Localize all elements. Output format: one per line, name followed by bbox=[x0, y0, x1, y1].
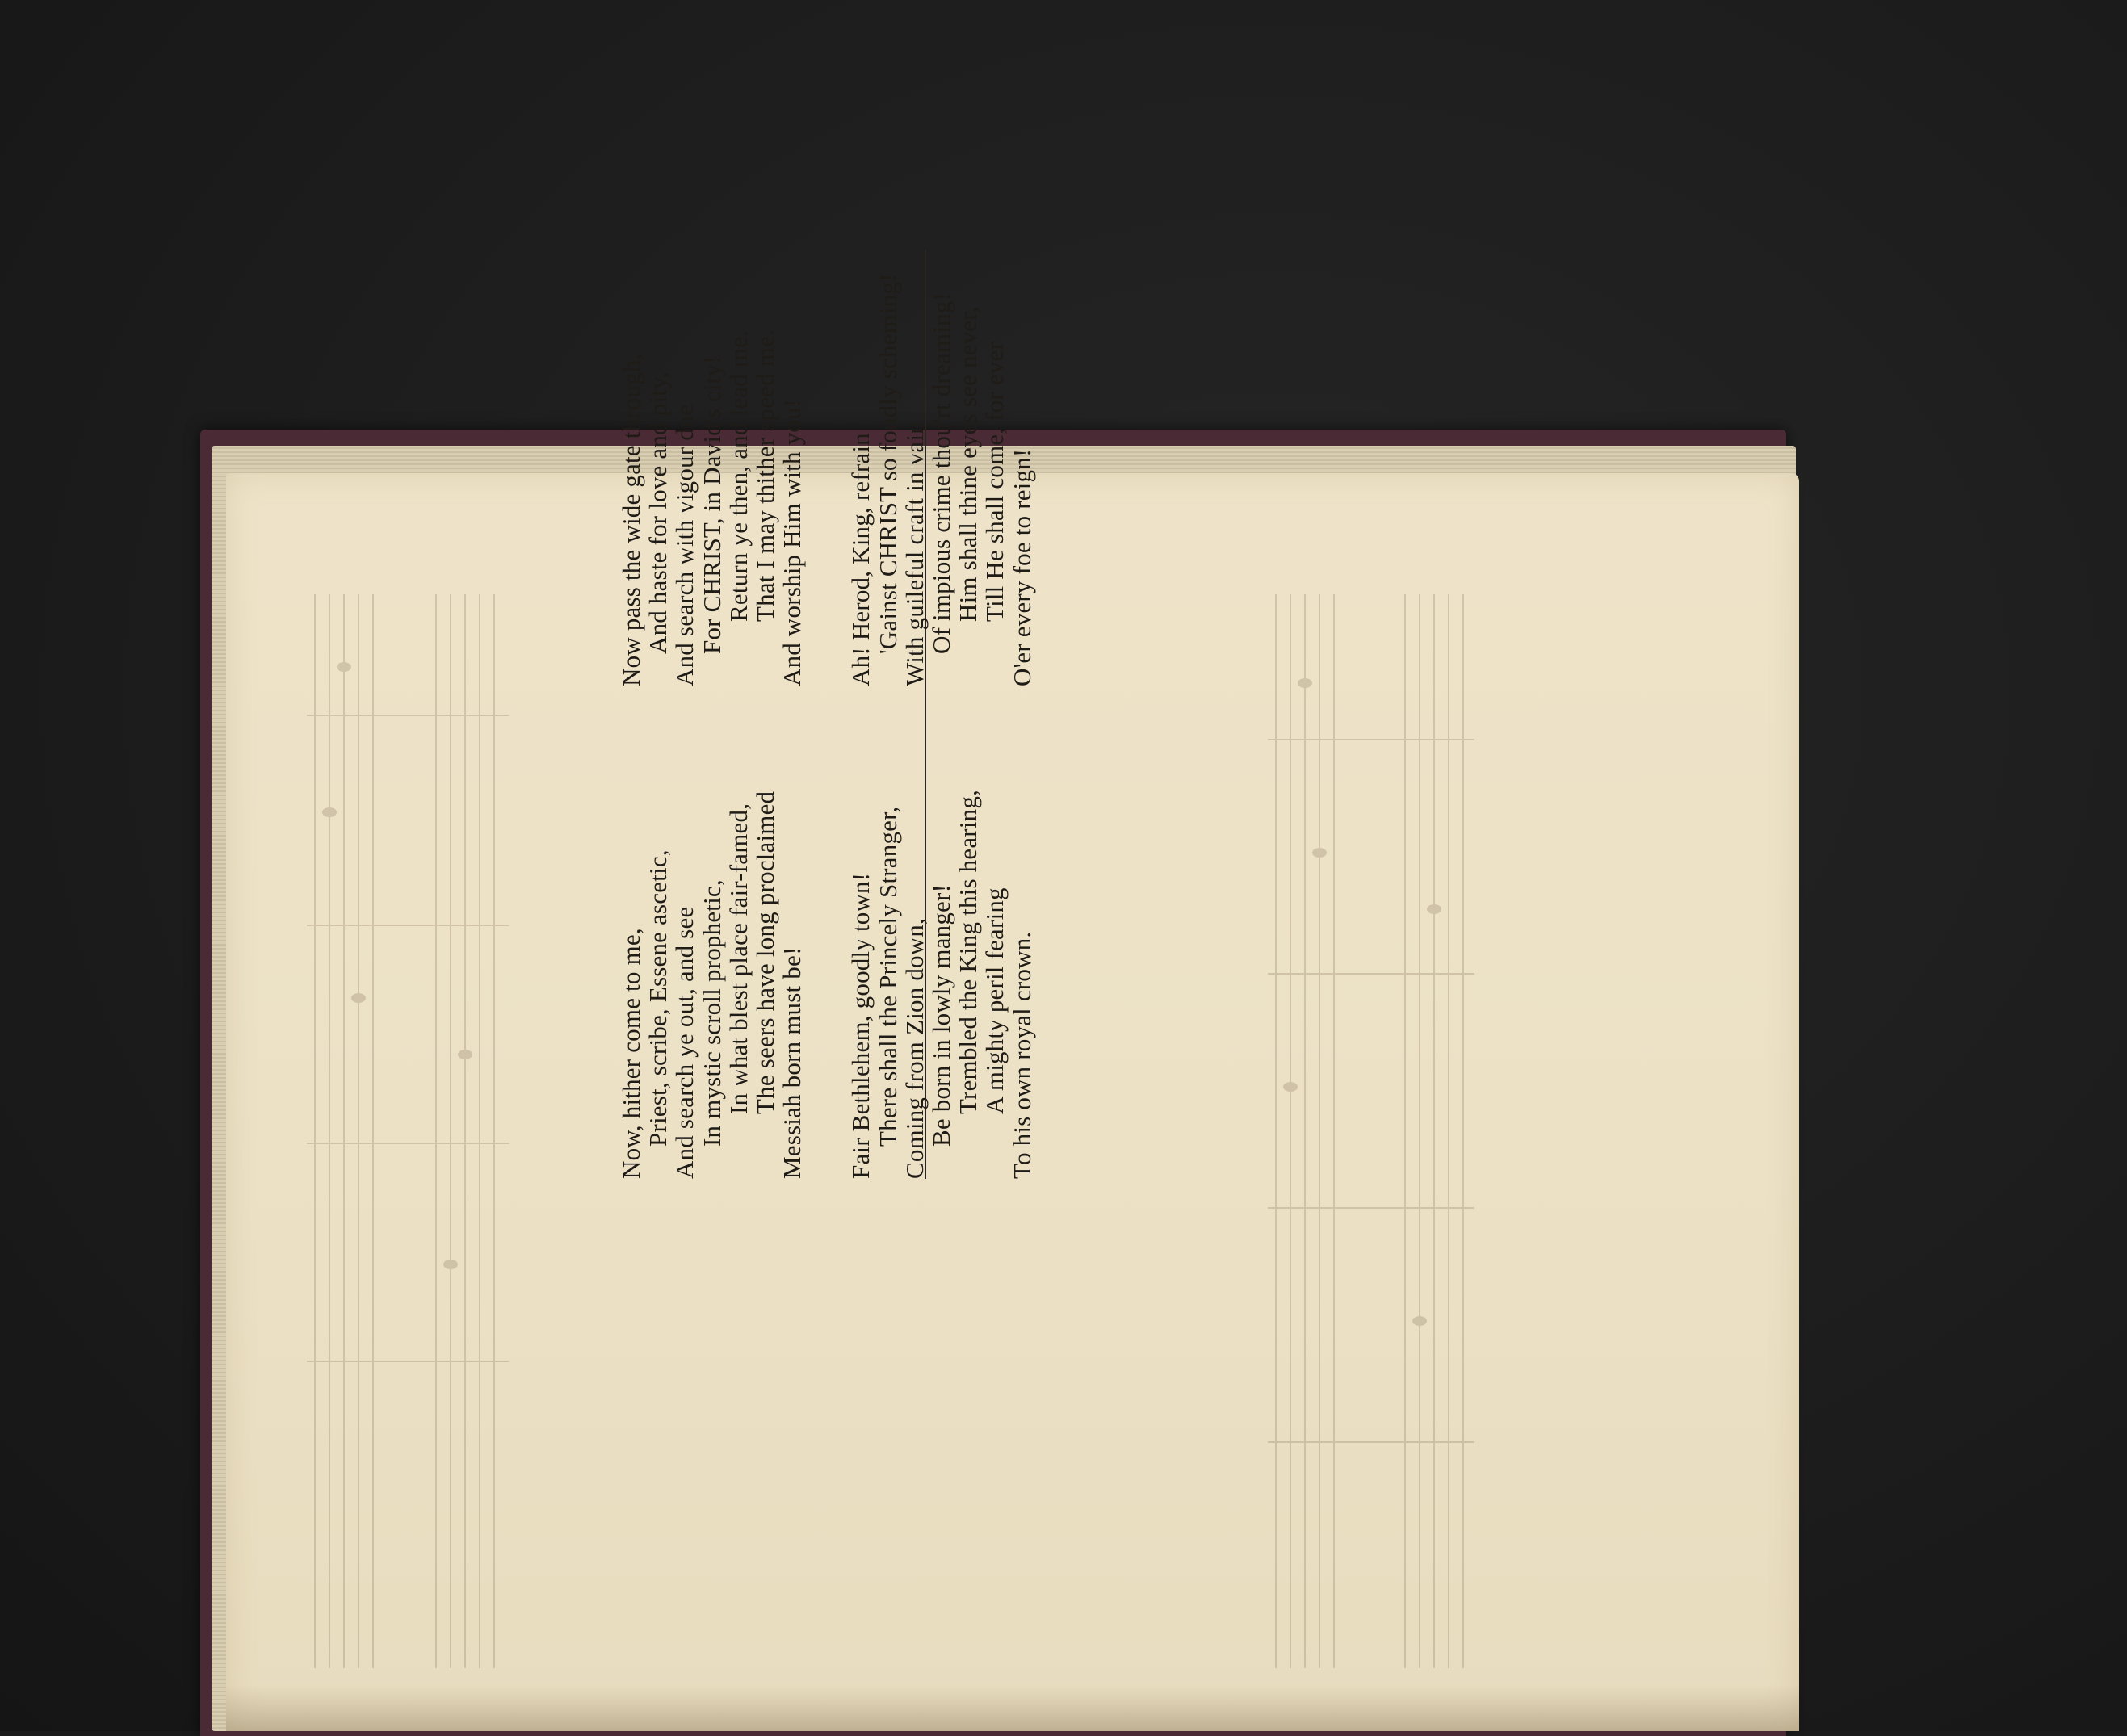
verse-line: Priest, scribe, Essene ascetic, bbox=[644, 849, 673, 1147]
verse-line: Trembled the King this hearing, bbox=[954, 790, 983, 1114]
verse-line: And haste for love and pity, bbox=[644, 371, 673, 654]
verse-line: Of impious crime thou'rt dreaming! bbox=[927, 291, 956, 654]
verse-line: Be born in lowly manger! bbox=[927, 883, 956, 1147]
verse-line: The seers have long proclaimed bbox=[751, 790, 780, 1114]
verse-line: O'er every foe to reign! bbox=[1007, 448, 1036, 686]
verse-line: There shall the Princely Stranger, bbox=[873, 806, 902, 1147]
rotated-text-block bbox=[618, 250, 1393, 1179]
verse-line: Fair Bethlehem, goodly town! bbox=[846, 872, 875, 1179]
verse-line: For CHRIST, in David's city! bbox=[697, 355, 726, 654]
verse-line: That I may thither speed me. bbox=[751, 329, 780, 622]
verse-line: And worship Him with you! bbox=[778, 398, 807, 686]
verse-line: In mystic scroll prophetic, bbox=[697, 879, 726, 1147]
right-column bbox=[618, 266, 1077, 686]
left-column bbox=[618, 759, 1077, 1179]
verse-line: And search ye out, and see bbox=[670, 906, 699, 1179]
verse-line: A mighty peril fearing bbox=[980, 887, 1009, 1114]
page-gutter-shadow bbox=[226, 1684, 1799, 1731]
verse-line: Messiah born must be! bbox=[778, 946, 807, 1179]
verse-line: Now, hither come to me, bbox=[617, 928, 645, 1179]
verse-line: Return ye then, and lead me. bbox=[724, 329, 753, 622]
verse-line: Till He shall come, for ever bbox=[980, 341, 1009, 622]
stanza bbox=[618, 266, 805, 686]
verse-line: Him shall thine eyes see never, bbox=[954, 306, 983, 622]
verse-line: And search with vigour due bbox=[670, 404, 699, 686]
verse-line: In what blest place fair-famed, bbox=[724, 803, 753, 1114]
verse-line: Ah! Herod, King, refrain bbox=[846, 433, 875, 686]
verse-line: With guileful craft in vain bbox=[900, 421, 929, 686]
verse-line: To his own royal crown. bbox=[1007, 931, 1036, 1179]
stanza bbox=[847, 266, 1034, 686]
verse-line: Coming from Zion down, bbox=[900, 918, 929, 1179]
stanza bbox=[847, 759, 1034, 1179]
verse-line: 'Gainst CHRIST so fondly scheming! bbox=[873, 273, 902, 654]
stanza bbox=[618, 759, 805, 1179]
verse-line: Now pass the wide gate through, bbox=[617, 353, 645, 686]
